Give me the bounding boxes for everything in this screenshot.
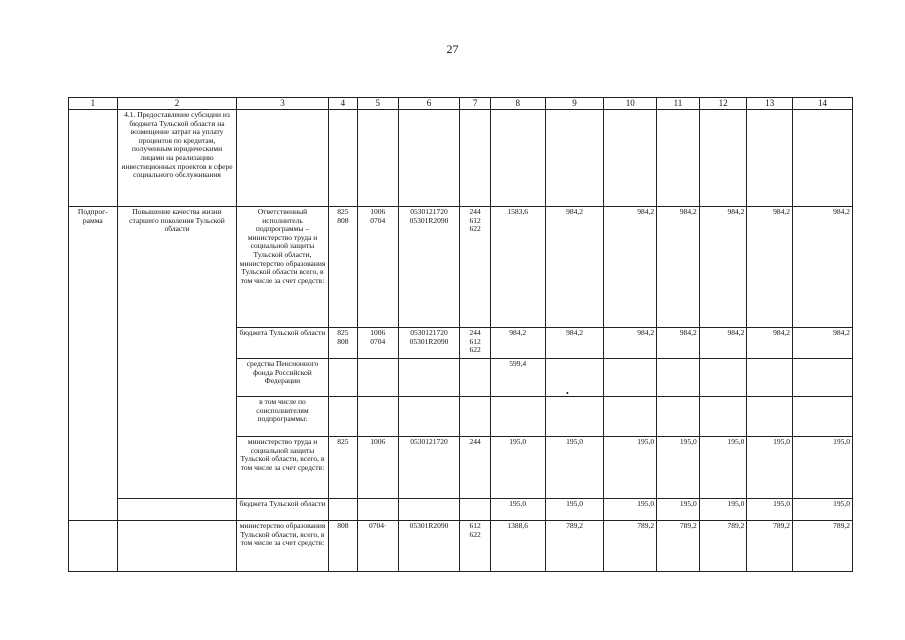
header-cell: 14 <box>793 98 853 110</box>
header-cell: 6 <box>398 98 460 110</box>
header-cell: 7 <box>460 98 490 110</box>
table-row-budget: бюджета Тульской области 825 808 1006 0704 0530121720 05301R2090 244 612 622 984,2 984,2 984,2 984,2 984,2 984,2 984,2 <box>69 328 853 359</box>
table-row-mintrud: министерство труда и социальной защиты Тульской области, всего, в том числе за счет средств: 825 1006 0530121720 244 195,0 195,0 195,0 195,0 195,0 195,0 195,0 <box>69 437 853 499</box>
table-row-pension: средства Пенсионного фонда Российской Федерации 599,4 <box>69 359 853 397</box>
header-cell: 2 <box>117 98 237 110</box>
header-cell: 12 <box>699 98 747 110</box>
header-cell: 4 <box>328 98 357 110</box>
header-cell: 10 <box>604 98 657 110</box>
header-cell: 11 <box>657 98 700 110</box>
header-cell: 13 <box>747 98 793 110</box>
executor-cell: Ответственный исполнитель подпрограммы – министерство труда и социальной защиты Тульской области, министерство образования Тульской области всего, в том числе за счет средств: <box>237 207 328 328</box>
stray-mark: • <box>566 389 569 398</box>
budget-table <box>68 97 853 572</box>
header-cell: 5 <box>358 98 399 110</box>
table-row-subprogram: Подпрог-рамма Повышение качества жизни старшего поколения Тульской области Ответственный исполнитель подпрограммы – министерство труда и социальной защиты Тульской области, министерство образования Тульской области всего, в том числе за счет средств: 825 808 1006 0704 0530121720 05301R2090 244 612 622 1583,6 984,2 984,2 984,2 984,2 984,2 984,2 <box>69 207 853 328</box>
table-row-minobr: министерство образования Тульской области, всего, в том числе за счет средств: 808 0704· 05301R2090 612 622 1388,6 789,2 789,2 789,2 789,2 789,2 789,2 <box>69 521 853 572</box>
header-row <box>69 98 853 110</box>
table-row-intro <box>69 110 853 207</box>
header-cell: 1 <box>69 98 118 110</box>
header-cell: 8 <box>490 98 545 110</box>
header-cell: 3 <box>237 98 328 110</box>
table-row-budget-2: бюджета Тульской области 195,0 195,0 195,0 195,0 195,0 195,0 195,0 <box>69 499 853 521</box>
subprogram-name: Повышение качества жизни старшего поколения Тульской области <box>117 207 237 499</box>
page-number: 27 <box>446 42 459 56</box>
row-type-label: Подпрог-рамма <box>69 207 118 521</box>
table-row-coexecutors: в том числе по соисполнителям подпрограммы: <box>69 397 853 437</box>
measure-title: 4.1. Предоставление субсидии из бюджета Тульской области на возмещение затрат на уплату процентов по кредитам, полученным юридическими лицами на реализацию инвестиционных проектов в сфере социального обслуживания <box>117 110 237 207</box>
header-cell: 9 <box>545 98 604 110</box>
